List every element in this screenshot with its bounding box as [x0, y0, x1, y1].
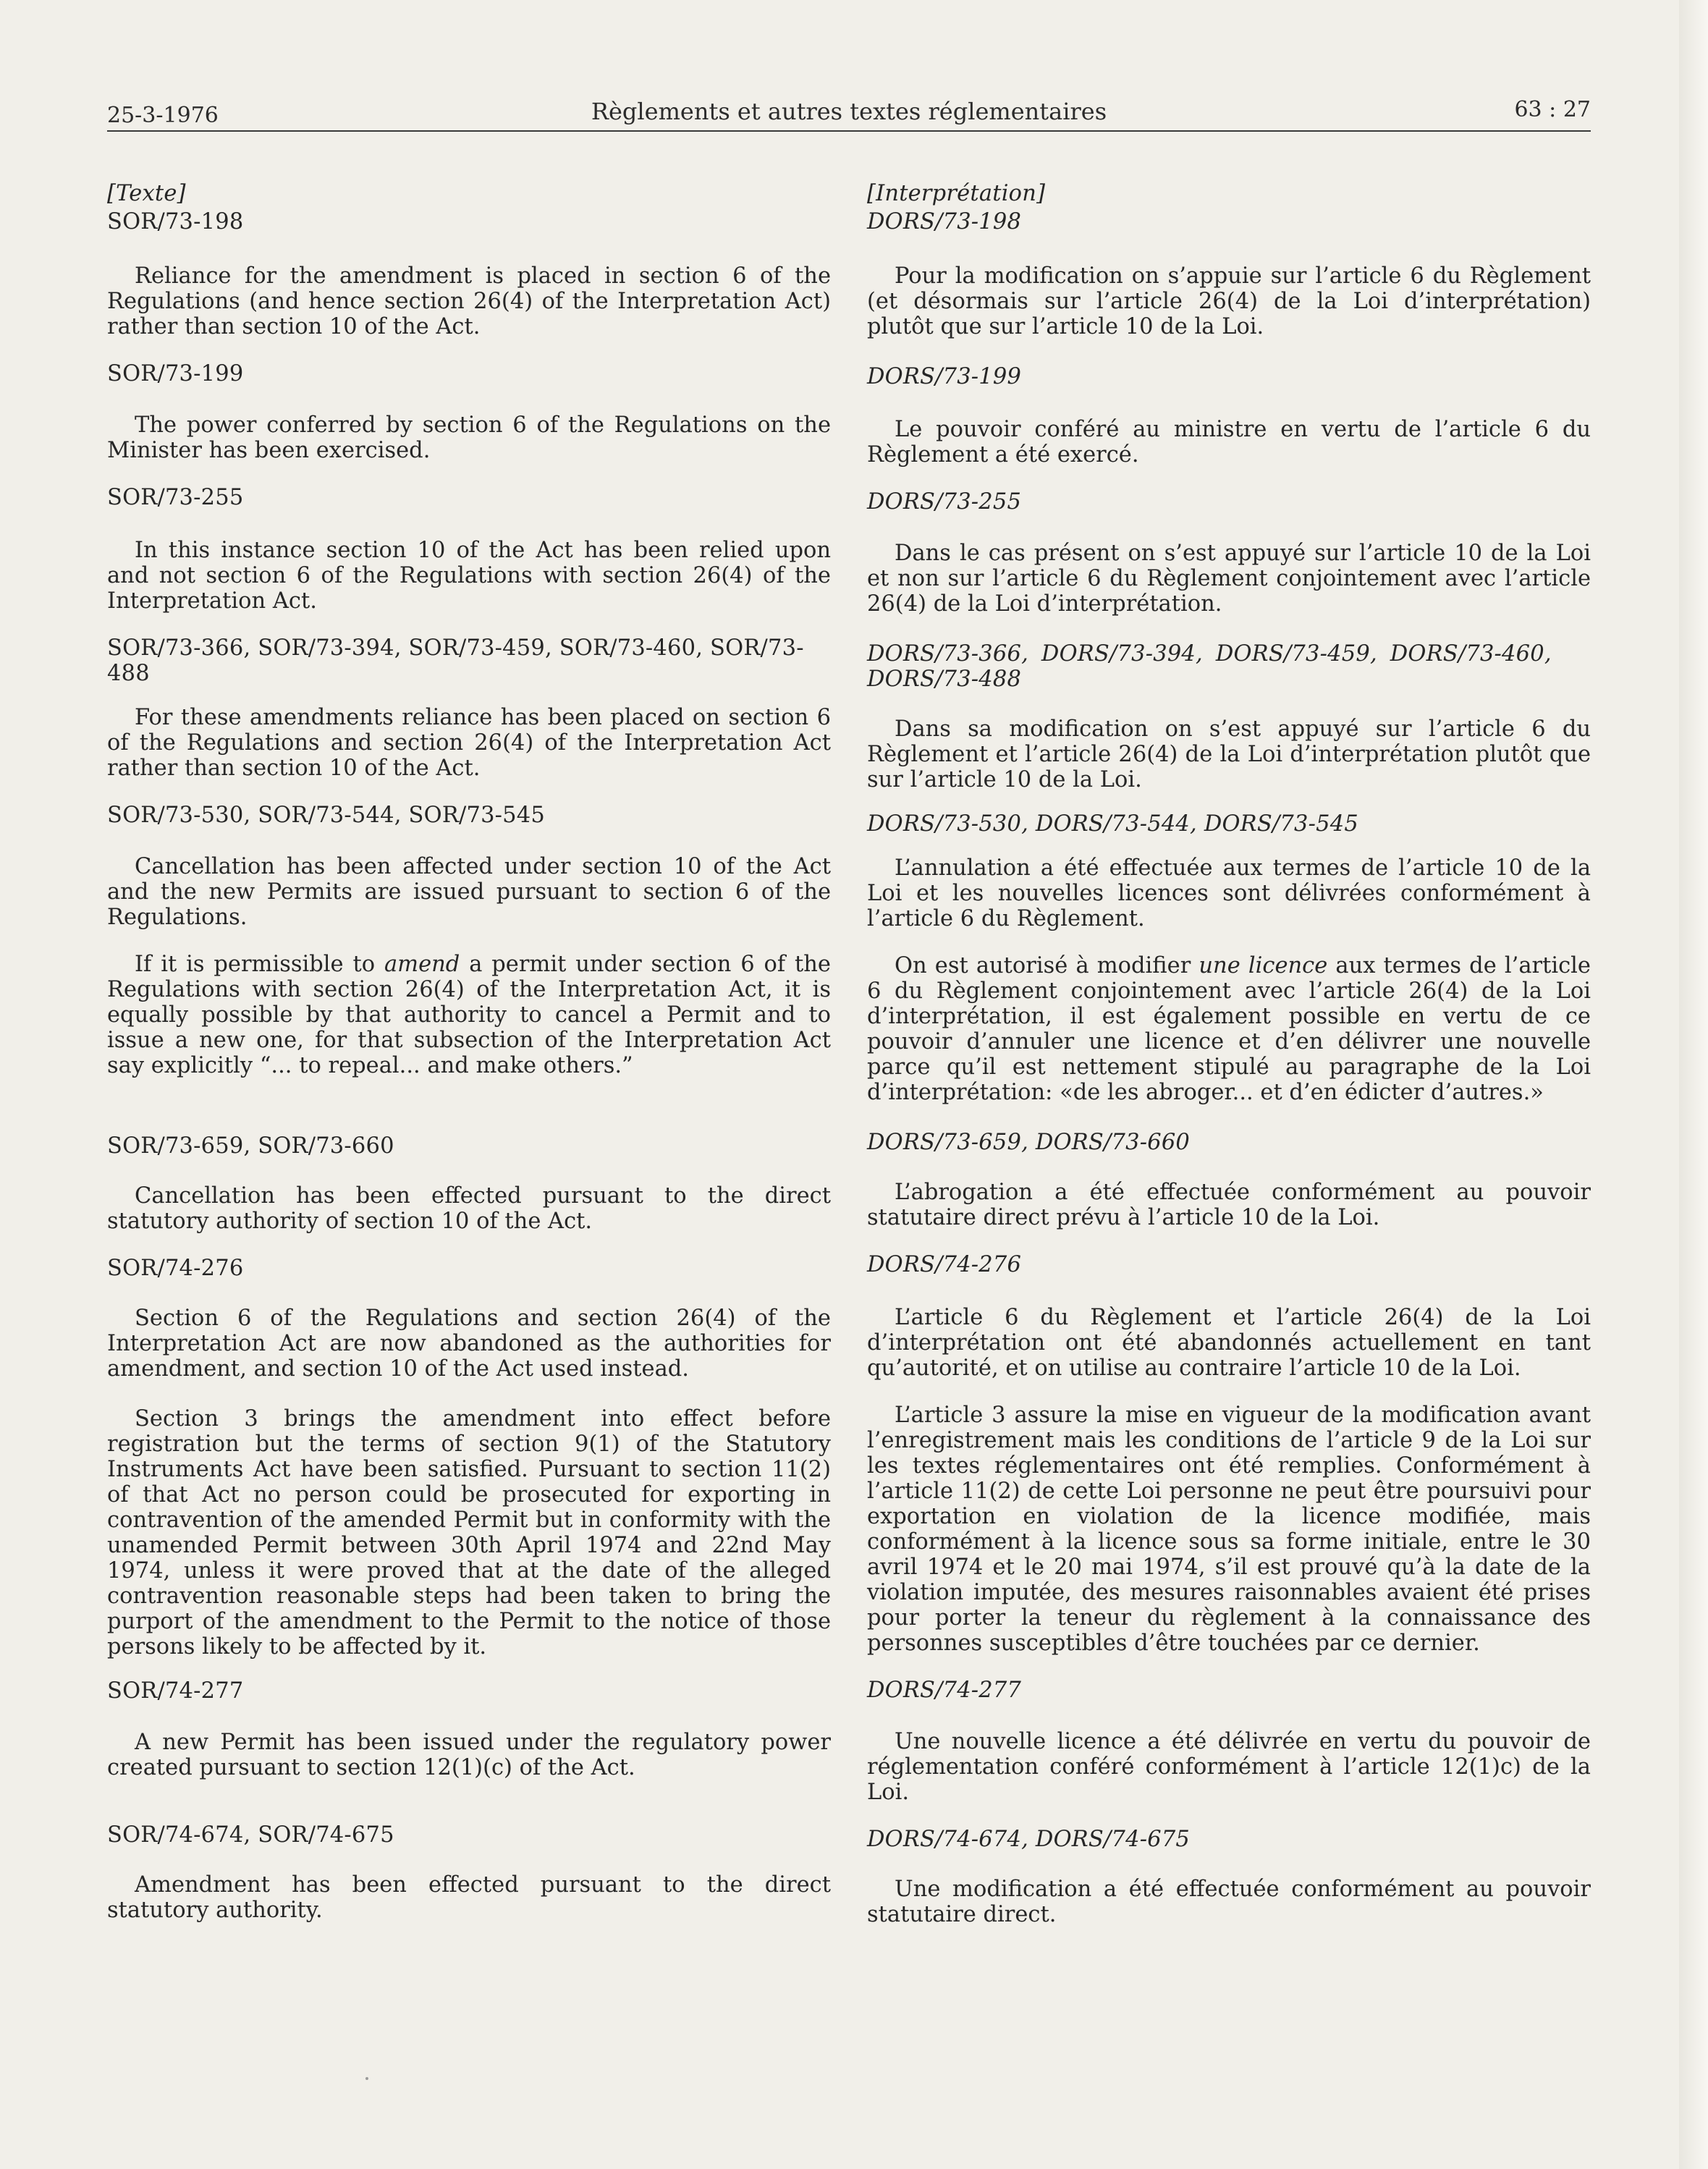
- entry-ref: DORS/73-659, DORS/73-660: [867, 1130, 1191, 1155]
- entry-paragraph: Section 6 of the Regulations and section 26(4) of the Interpretation Act are now abandoned as the authorities for amendment, and section 10 of the Act used instead.: [107, 1306, 831, 1382]
- entry-paragraph: L’article 3 assure la mise en vigueur de la modification avant l’enregistrement mais les conditions de l’article 9 de la Loi sur les textes réglementaires ont été remplies. Conformément à l’article 11(2) de cette Loi personne ne peut être poursuivi pour exportation en violation de la licence modifiée, mais conformément à la licence sous sa forme initiale, entre le 30 avril 1974 et le 20 mai 1974, s’il est prouvé qu’à la date de la violation imputée, des mesures raisonnables avaient été prises pour porter la teneur du règlement à la connaissance des personnes susceptibles d’être touchées par ce dernier.: [867, 1403, 1591, 1656]
- entry-paragraph: L’annulation a été effectuée aux termes de l’article 10 de la Loi et les nouvelles licences sont délivrées conformément à l’article 6 du Règlement.: [867, 855, 1591, 931]
- entry-paragraph: Dans le cas présent on s’est appuyé sur l’article 10 de la Loi et non sur l’article 6 du Règlement conjointement avec l’article 26(4) de la Loi d’interprétation.: [867, 541, 1591, 617]
- entry-ref: SOR/74-277: [107, 1678, 244, 1704]
- entry-ref: DORS/74-674, DORS/74-675: [867, 1827, 1191, 1852]
- entry-paragraph: Une modification a été effectuée conformément au pouvoir statutaire direct.: [867, 1877, 1591, 1927]
- entry-ref: SOR/73-255: [107, 485, 244, 510]
- entry-paragraph: If it is permissible to amend a permit under section 6 of the Regulations with section 26(4) of the Interpretation Act, it is equally possible by that authority to cancel a Permit and to issue a new one, for that subsection of the Interpretation Act say explicitly “... to repeal... and make others.”: [107, 952, 831, 1078]
- entry-paragraph: Cancellation has been effected pursuant to the direct statutory authority of section 10 of the Act.: [107, 1183, 831, 1234]
- entry-paragraph: L’article 6 du Règlement et l’article 26(4) de la Loi d’interprétation ont été abandonnés actuellement en tant qu’autorité, et on utilise au contraire l’article 10 de la Loi.: [867, 1305, 1591, 1381]
- page-edge-shadow: [1679, 0, 1708, 2169]
- entry-ref: SOR/73-659, SOR/73-660: [107, 1133, 394, 1159]
- entry-paragraph: In this instance section 10 of the Act has been relied upon and not section 6 of the Regulations with section 26(4) of the Interpretation Act.: [107, 538, 831, 614]
- right-column: [867, 181, 1591, 1946]
- section-heading: [Texte]: [107, 181, 186, 206]
- entry-ref: DORS/73-199: [867, 364, 1022, 389]
- entry-ref: SOR/73-366, SOR/73-394, SOR/73-459, SOR/73-460, SOR/73-488: [107, 635, 804, 686]
- entry-paragraph: On est autorisé à modifier une licence aux termes de l’article 6 du Règlement conjointement avec l’article 26(4) de la Loi d’interprétation, il est également possible en vertu de ce pouvoir d’annuler une licence et d’en délivrer une nouvelle parce qu’il est nettement stipulé au paragraphe de la Loi d’interprétation: «de les abroger... et d’en édicter d’autres.»: [867, 953, 1591, 1105]
- entry-paragraph: Le pouvoir conféré au ministre en vertu de l’article 6 du Règlement a été exercé.: [867, 417, 1591, 468]
- entry-paragraph: Cancellation has been affected under section 10 of the Act and the new Permits are issued pursuant to section 6 of the Regulations.: [107, 854, 831, 930]
- entry-ref: SOR/74-674, SOR/74-675: [107, 1822, 394, 1848]
- entry-paragraph: Pour la modification on s’appuie sur l’article 6 du Règlement (et désormais sur l’article 26(4) de la Loi d’interprétation) plutôt que sur l’article 10 de la Loi.: [867, 263, 1591, 339]
- entry-paragraph: Dans sa modification on s’est appuyé sur l’article 6 du Règlement et l’article 26(4) de la Loi d’interprétation plutôt que sur l’article 10 de la Loi.: [867, 716, 1591, 792]
- entry-ref: DORS/73-366, DORS/73-394, DORS/73-459, DORS/73-460, DORS/73-488: [867, 641, 1552, 692]
- entry-paragraph: The power conferred by section 6 of the Regulations on the Minister has been exercised.: [107, 413, 831, 463]
- header-date: 25-3-1976: [107, 103, 219, 128]
- entry-paragraph: Section 3 brings the amendment into effect before registration but the terms of section 9(1) of the Statutory Instruments Act have been satisfied. Pursuant to section 11(2) of that Act no person could be prosecuted for exporting in contravention of the amended Permit but in conformity with the unamended Permit between 30th April 1974 and 22nd May 1974, unless it were proved that at the date of the alleged contravention reasonable steps had been taken to bring the purport of the amendment to the Permit to the notice of those persons likely to be affected by it.: [107, 1406, 831, 1659]
- entry-paragraph: Reliance for the amendment is placed in section 6 of the Regulations (and hence section 26(4) of the Interpretation Act) rather than section 10 of the Act.: [107, 263, 831, 339]
- entry-ref: DORS/73-530, DORS/73-544, DORS/73-545: [867, 811, 1358, 837]
- entry-ref: SOR/73-198: [107, 209, 244, 234]
- scan-speck: [365, 2077, 368, 2080]
- entry-ref: DORS/74-276: [867, 1252, 1022, 1277]
- entry-paragraph: For these amendments reliance has been placed on section 6 of the Regulations and section 26(4) of the Interpretation Act rather than section 10 of the Act.: [107, 705, 831, 781]
- header-page-number: 63 : 27: [1514, 97, 1591, 122]
- page-header: [107, 94, 1591, 130]
- header-title: Règlements et autres textes réglementaires: [591, 98, 1107, 125]
- header-divider: [107, 130, 1591, 132]
- entry-ref: SOR/74-276: [107, 1256, 244, 1281]
- entry-ref: DORS/74-277: [867, 1678, 1022, 1703]
- left-column: [107, 181, 831, 1942]
- entry-ref: SOR/73-199: [107, 361, 244, 386]
- entry-paragraph: Une nouvelle licence a été délivrée en vertu du pouvoir de réglementation conféré conformément à l’article 12(1)c) de la Loi.: [867, 1729, 1591, 1805]
- entry-paragraph: Amendment has been effected pursuant to the direct statutory authority.: [107, 1872, 831, 1923]
- entry-paragraph: A new Permit has been issued under the regulatory power created pursuant to section 12(1)(c) of the Act.: [107, 1730, 831, 1780]
- section-heading: [Interprétation]: [867, 181, 1046, 206]
- entry-paragraph: L’abrogation a été effectuée conformément au pouvoir statutaire direct prévu à l’article 10 de la Loi.: [867, 1180, 1591, 1230]
- entry-ref: DORS/73-255: [867, 489, 1022, 515]
- entry-ref: SOR/73-530, SOR/73-544, SOR/73-545: [107, 803, 545, 828]
- entry-ref: DORS/73-198: [867, 209, 1022, 234]
